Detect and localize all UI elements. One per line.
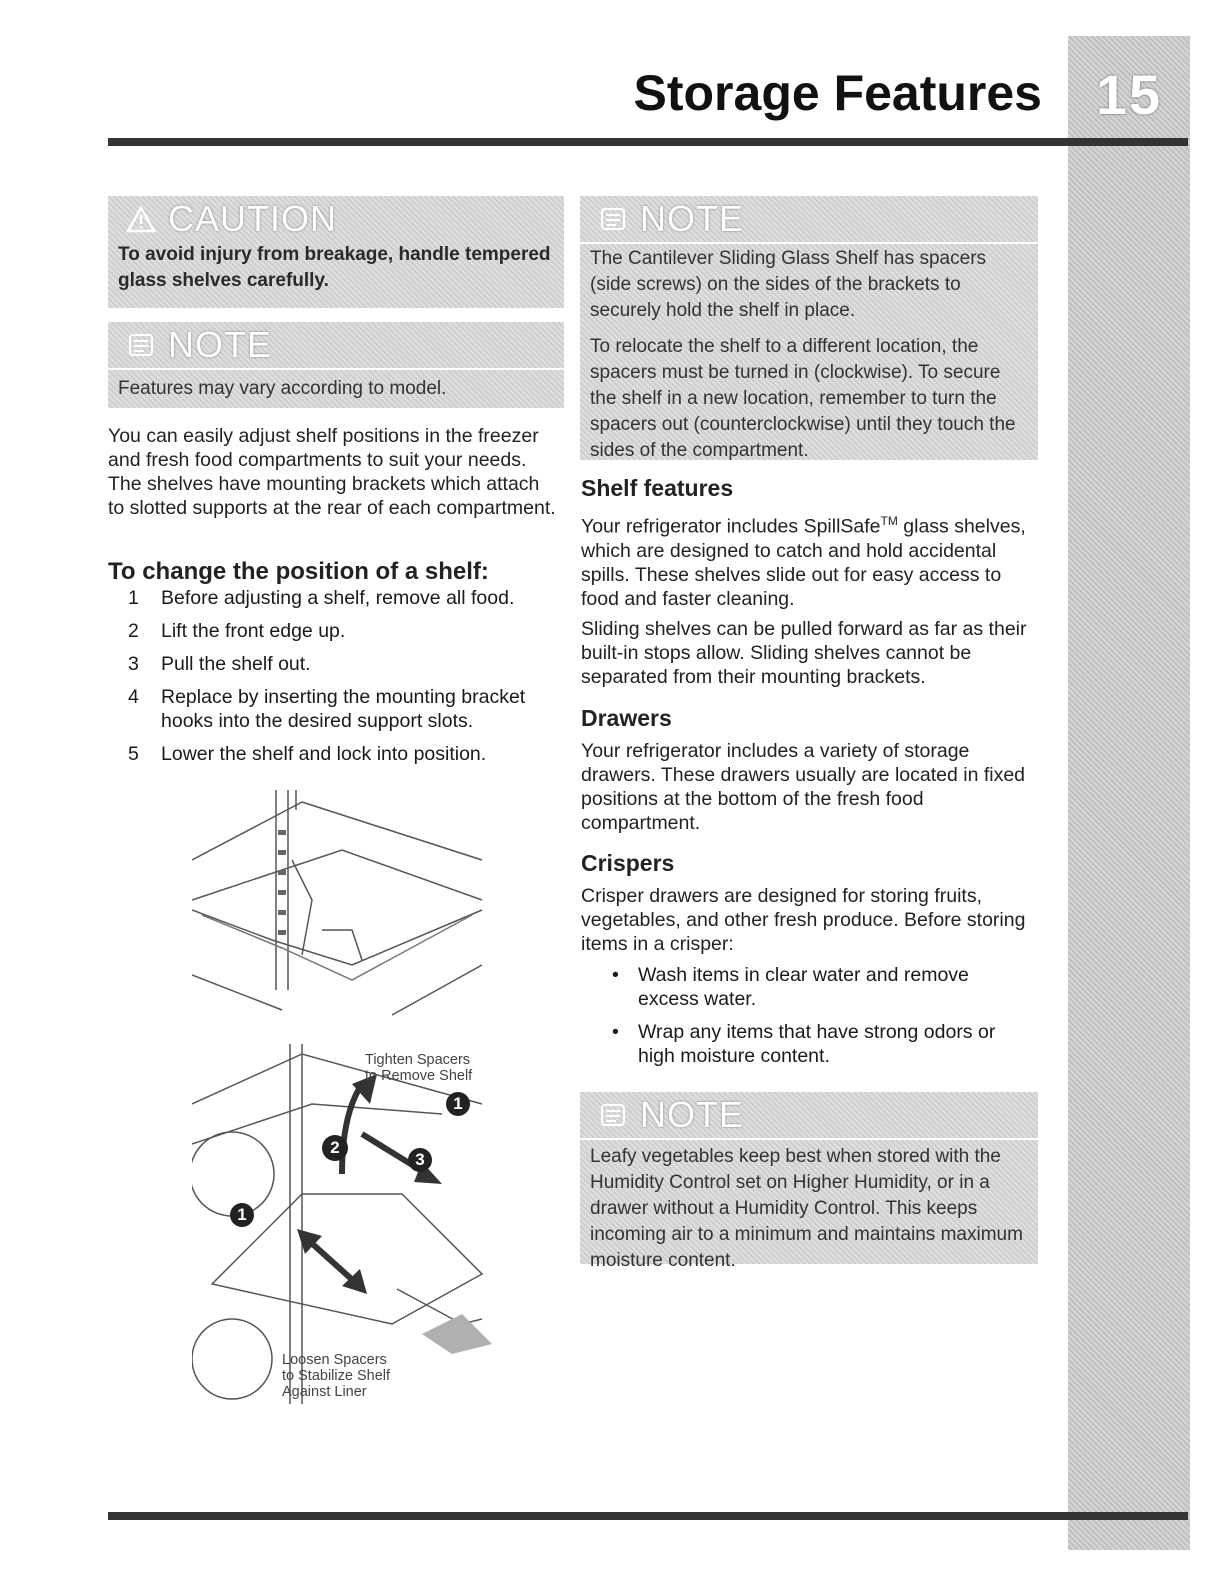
shelf-features-paragraph-1: Your refrigerator includes SpillSafe™ glass shelves, which are designed to catch and hold accidental spills. These shelves slide out for easy access to food and faster cleaning.: [581, 514, 1026, 610]
marker-2: 2: [322, 1135, 348, 1161]
list-item: • Wash items in clear water and remove excess water.: [612, 964, 969, 1010]
crispers-paragraph: Crisper drawers are designed for storing fruits, vegetables, and other fresh produce. Before storing items in a crisper:: [581, 885, 1026, 955]
page-title: Storage Features: [633, 65, 1042, 121]
note-icon: [598, 1101, 628, 1129]
change-shelf-heading: To change the position of a shelf:: [108, 558, 489, 585]
tighten-spacers-label: Tighten Spacers to Remove Shelf: [365, 1052, 473, 1084]
note-heading: NOTE: [640, 198, 745, 239]
bottom-rule: [108, 1512, 1188, 1520]
caution-heading: CAUTION: [168, 198, 337, 239]
note-heading: NOTE: [168, 324, 273, 365]
list-item: 3 Pull the shelf out.: [128, 653, 311, 675]
list-item: 4 Replace by inserting the mounting bracket hooks into the desired support slots.: [128, 686, 526, 732]
warning-triangle-icon: [126, 205, 156, 233]
note-text: Features may vary according to model.: [118, 378, 447, 399]
note-box-cantilever: [580, 196, 1038, 460]
shelf-illustration-1: [192, 790, 492, 1030]
marker-1-top: 1: [446, 1092, 470, 1116]
marker-3: 3: [408, 1148, 432, 1172]
crispers-heading: Crispers: [581, 850, 675, 876]
shelf-features-heading: Shelf features: [581, 475, 734, 501]
caution-text: To avoid injury from breakage, handle tempered glass shelves carefully.: [118, 244, 551, 291]
intro-paragraph: You can easily adjust shelf positions in the freezer and fresh food compartments to suit your needs. The shelves have mounting brackets which attach to slotted supports at the rear of each compartment.: [108, 425, 556, 519]
list-item: 1 Before adjusting a shelf, remove all food.: [128, 587, 515, 609]
top-rule: [108, 138, 1188, 146]
note-text: Leafy vegetables keep best when stored with the Humidity Control set on Higher Humidity, or in a drawer without a Humidity Control. This keeps incoming air to a minimum and maintains maximum moisture content.: [590, 1146, 1023, 1271]
loosen-spacers-label: Loosen Spacers to Stabilize Shelf Against Liner: [282, 1352, 391, 1400]
crispers-bullet-list: [612, 963, 1032, 1077]
note-paragraph-1: The Cantilever Sliding Glass Shelf has spacers (side screws) on the sides of the brackets to securely hold the shelf in place.: [590, 248, 987, 321]
marker-1-bottom: 1: [230, 1203, 254, 1227]
note-box-features: [108, 322, 564, 408]
list-item: • Wrap any items that have strong odors or high moisture content.: [612, 1021, 996, 1067]
list-item: 5 Lower the shelf and lock into position.: [128, 743, 487, 765]
drawers-heading: Drawers: [581, 705, 672, 731]
note-heading: NOTE: [640, 1094, 745, 1135]
note-icon: [598, 205, 628, 233]
page-number: 15: [1095, 63, 1163, 126]
note-box-leafy-vegetables: [580, 1092, 1038, 1271]
page-edge-tab: [1068, 36, 1190, 1550]
drawers-paragraph: Your refrigerator includes a variety of storage drawers. These drawers usually are located in fixed positions at the bottom of the fresh food compartment.: [581, 740, 1026, 834]
list-item: 2 Lift the front edge up.: [128, 620, 346, 642]
note-paragraph-2: To relocate the shelf to a different location, the spacers must be turned in (clockwise). To secure the shelf in a new location, remember to turn the spacers out (counterclockwise) until they touch the sides of the compartment.: [590, 336, 1016, 461]
note-icon: [126, 331, 156, 359]
steps-list: [128, 586, 548, 775]
caution-box: [108, 196, 564, 308]
shelf-features-paragraph-2: Sliding shelves can be pulled forward as far as their built-in stops allow. Sliding shelves cannot be separated from their mounting brackets.: [581, 618, 1027, 688]
